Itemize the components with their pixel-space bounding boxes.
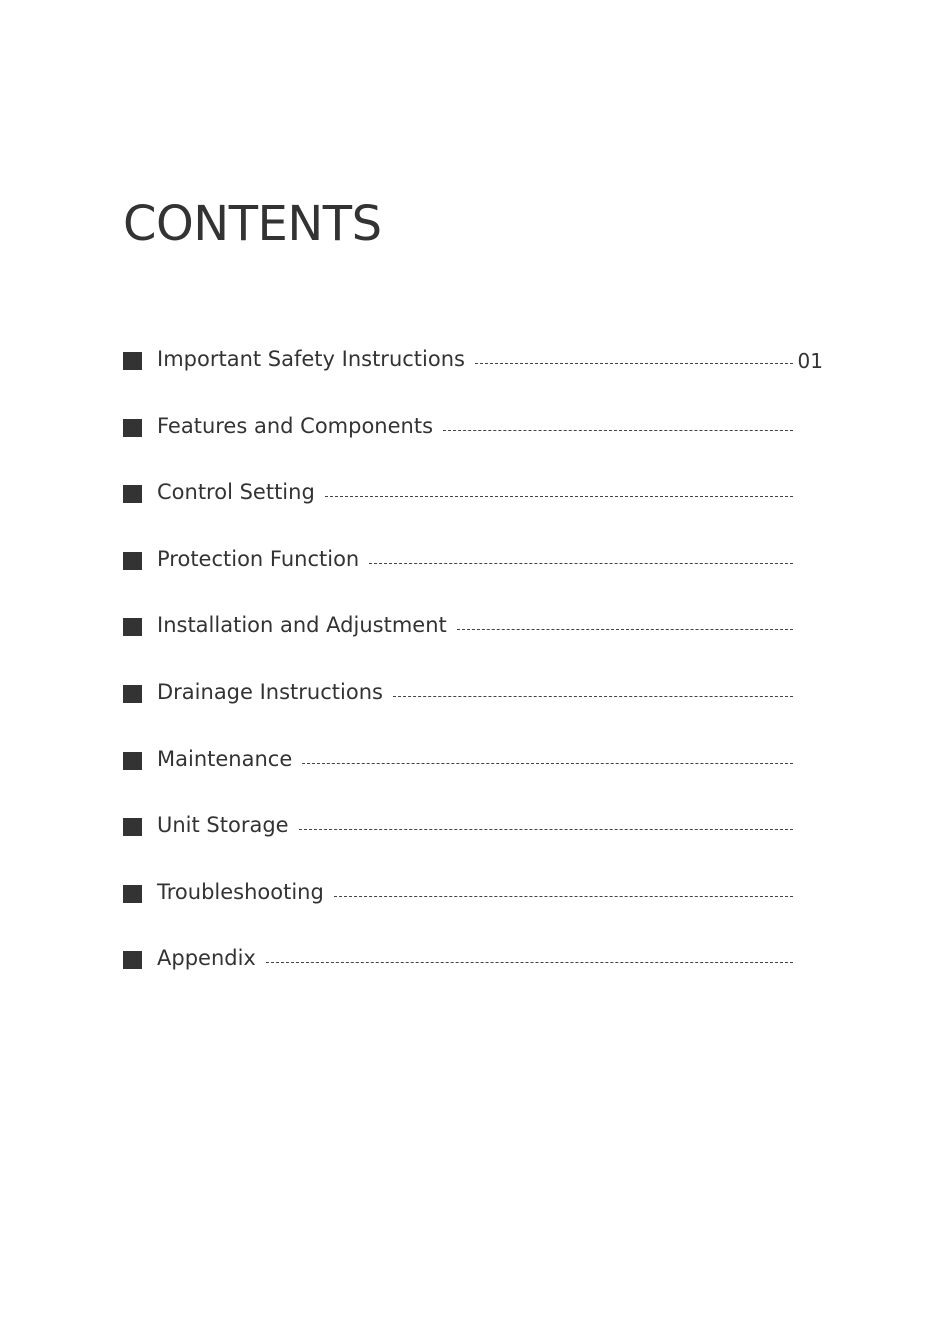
dotted-leader	[443, 430, 793, 431]
dotted-leader	[266, 962, 793, 963]
square-bullet-icon	[123, 951, 142, 969]
toc-label: Appendix	[157, 946, 256, 971]
square-bullet-icon	[123, 485, 142, 503]
toc-label: Protection Function	[157, 546, 360, 571]
toc-entry-maintenance[interactable]	[123, 744, 823, 811]
toc-entry-protection[interactable]	[123, 544, 823, 611]
square-bullet-icon	[123, 685, 142, 703]
dotted-leader	[302, 763, 793, 764]
dotted-leader	[475, 363, 793, 364]
toc-label: Drainage Instructions	[157, 679, 383, 704]
toc-entry-appendix[interactable]	[123, 943, 823, 1010]
dotted-leader	[325, 496, 793, 497]
toc-label: Features and Components	[157, 413, 434, 438]
square-bullet-icon	[123, 818, 142, 836]
toc-label: Control Setting	[157, 480, 315, 505]
toc-entry-troubleshooting[interactable]	[123, 877, 823, 944]
square-bullet-icon	[123, 752, 142, 770]
square-bullet-icon	[123, 552, 142, 570]
toc-entry-safety[interactable]	[123, 344, 823, 411]
square-bullet-icon	[123, 618, 142, 636]
square-bullet-icon	[123, 352, 142, 370]
toc-page-number: 01	[797, 349, 823, 373]
toc-label: Unit Storage	[157, 813, 289, 838]
toc-label: Maintenance	[157, 746, 293, 771]
dotted-leader	[334, 896, 793, 897]
toc-entry-installation[interactable]	[123, 610, 823, 677]
toc-label: Troubleshooting	[157, 879, 324, 904]
toc-entry-control[interactable]	[123, 477, 823, 544]
dotted-leader	[299, 829, 793, 830]
toc-entry-features[interactable]	[123, 411, 823, 478]
dotted-leader	[393, 696, 793, 697]
toc-label: Important Safety Instructions	[157, 347, 465, 371]
toc-entry-drainage[interactable]	[123, 677, 823, 744]
page-title: CONTENTS	[123, 196, 382, 252]
dotted-leader	[457, 629, 793, 630]
square-bullet-icon	[123, 885, 142, 903]
toc-label: Installation and Adjustment	[157, 613, 447, 638]
square-bullet-icon	[123, 419, 142, 437]
dotted-leader	[369, 563, 793, 564]
table-of-contents	[123, 344, 823, 1010]
toc-entry-storage[interactable]	[123, 810, 823, 877]
